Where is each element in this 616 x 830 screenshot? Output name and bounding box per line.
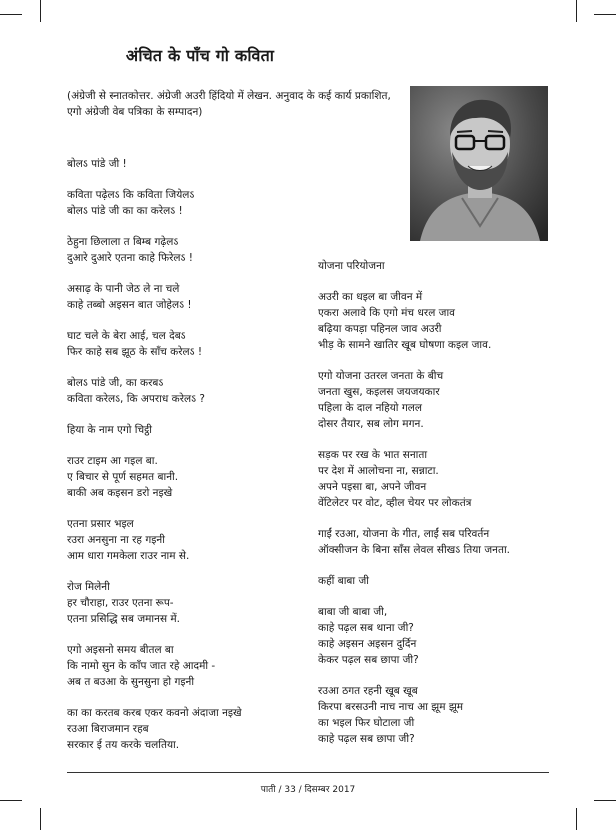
poem-line: जनता खुस, कइलस जयजयकार [318,386,440,398]
poem-line: ऑक्सीजन के बिना साँस लेवल सीखऽ तिया जनता. [318,544,511,556]
poem-line: फिर काहे सब झूठ के साँच करेलऽ ! [67,346,203,358]
poem-line: घाट चले के बेरा आई, चल देबऽ [67,330,186,342]
poem-line: काहे पढ़ल सब थाना जी? [318,622,414,634]
poem-line: पहिला के दाल नहियो गलल [318,402,423,414]
stanza-gap [67,172,302,187]
poem-line: सरकार ई तय करके चलतिया. [67,739,180,751]
stanza-gap [318,353,553,368]
author-photo [410,86,548,241]
crop-mark [594,14,616,15]
footer-divider [67,772,549,773]
stanza-gap [67,690,302,705]
poem-line: रउआ ठगत रहनी खूब खूब [318,685,418,697]
poem-line: पर देश में आलोचना ना, सन्नाटा. [318,465,439,477]
poem-line: अउरी का धइल बा जीवन में [318,291,423,303]
poem-line: आम धारा गमकेला राउर नाम से. [67,550,190,562]
stanza-gap [67,360,302,375]
poem-line: का भइल फिर घोटाला जी [318,717,415,729]
poem-title: योजना परियोजना [318,260,385,272]
stanza-gap [318,432,553,447]
poem-line: रउआ बिराजमान रहब [67,723,149,735]
stanza-gap [67,266,302,281]
crop-mark [576,808,577,830]
poem-line: बढ़िया कपड़ा पहिनल जाव अउरी [318,323,442,335]
poem-line: काहे पढ़ल सब छापा जी? [318,733,415,745]
poem-line: सड़क पर रख के भात सनाता [318,449,428,461]
crop-mark [0,14,22,15]
poem-line: असाढ़ के पानी जेठ ले ना चले [67,283,180,295]
crop-mark [40,808,41,830]
stanza-gap [318,274,553,289]
crop-mark [576,0,577,22]
poem-title: हिया के नाम एगो चिट्ठी [67,424,153,436]
poem-line: अपने पइसा बा, अपने जीवन [318,481,427,493]
poem-line: एगो योजना उतरल जनता के बीच [318,370,444,382]
poem-line: एगो अइसनो समय बीतल बा [67,644,174,656]
poem-line: रउरा अनसुना ना रह गइनी [67,534,165,546]
poem-line: ए बिचार से पूर्ण सहमत बानी. [67,471,179,483]
author-portrait-image [410,86,548,241]
poems-left-column [67,156,302,753]
poem-line: राउर टाइम आ गइल बा. [67,455,158,467]
poem-line: कविता करेलऽ, कि अपराध करेलऽ ? [67,393,205,405]
poem-line: गाईं रउआ, योजना के गीत, लाईं सब परिवर्तन [318,528,490,540]
poem-line: एतना प्रसार भइल [67,518,134,530]
stanza-gap [318,511,553,526]
crop-mark [40,0,41,22]
poem-line: किरपा बरसउनी नाच नाच आ झूम झूम [318,701,464,713]
stanza-gap [67,564,302,579]
poem-line: काहे अइसन अइसन दुर्दिन [318,638,417,650]
poem-line: बोलऽ पांडे जी का का करेलऽ ! [67,205,183,217]
stanza-gap [67,627,302,642]
crop-mark [594,800,616,801]
stanza-gap [67,407,302,422]
poem-line: काहे तब्बो अइसन बात जोहेलऽ ! [67,299,192,311]
poem-line: दुआरे दुआरे एतना काहे फिरेलऽ ! [67,252,193,264]
poem-line: बाबा जी बाबा जी, [318,606,388,618]
poem-title: कहीं बाबा जी [318,575,369,587]
poem-line: हर चौराहा, राउर एतना रूप- [67,597,174,609]
poem-line: दोसर तैयार, सब लोग मगन. [318,418,424,430]
stanza-gap [318,668,553,683]
poem-line: वेंटिलेटर पर वोट, व्हील चेयर पर लोकतंत्र [318,497,472,509]
page-footer: पाती / 33 / दिसम्बर 2017 [260,785,356,795]
author-bio: (अंग्रेजी से स्नातकोत्तर. अंग्रेजी अउरी हिंदियो में लेखन. अनुवाद के कई कार्य प्रकाशित, एगो अंग्रेजी वेब पत्रिका के सम्पादन) [67,90,391,118]
poem-line: केकर पढ़ल सब छापा जी? [318,654,419,666]
stanza-gap [318,558,553,573]
poem-line: का का करतब करब एकर कवनो अंदाजा नइखे [67,707,242,719]
poem-line: रोज मिलेनी [67,581,110,593]
poem-line: कविता पढ़ेलऽ कि कविता जियेलऽ [67,189,195,201]
poem-line: एकरा अलावे कि एगो मंच धरल जाव [318,307,455,319]
poem-line: कि नामो सुन के काँप जात रहे आदमी - [67,660,216,672]
poem-title: बोलऽ पांडे जी ! [67,158,127,170]
stanza-gap [67,501,302,516]
page-title: अंचित के पाँच गो कविता [125,46,275,65]
poem-line: एतना प्रसिद्धि सब जमानस में. [67,613,181,625]
poem-line: ठेहुना छिलाला त बिम्ब गढ़ेलऽ [67,236,179,248]
poem-line: अब त बउआ के सुनसुना हो गइनी [67,676,195,688]
crop-mark [0,800,22,801]
stanza-gap [67,219,302,234]
stanza-gap [318,589,553,604]
stanza-gap [67,313,302,328]
poem-line: बाकी अब कइसन डरो नइखे [67,487,173,499]
stanza-gap [67,438,302,453]
poems-right-column [318,258,553,747]
poem-line: भीड़ के सामने खातिर खूब घोषणा कइल जाव. [318,339,492,351]
poem-line: बोलऽ पांडे जी, का करबऽ [67,377,164,389]
